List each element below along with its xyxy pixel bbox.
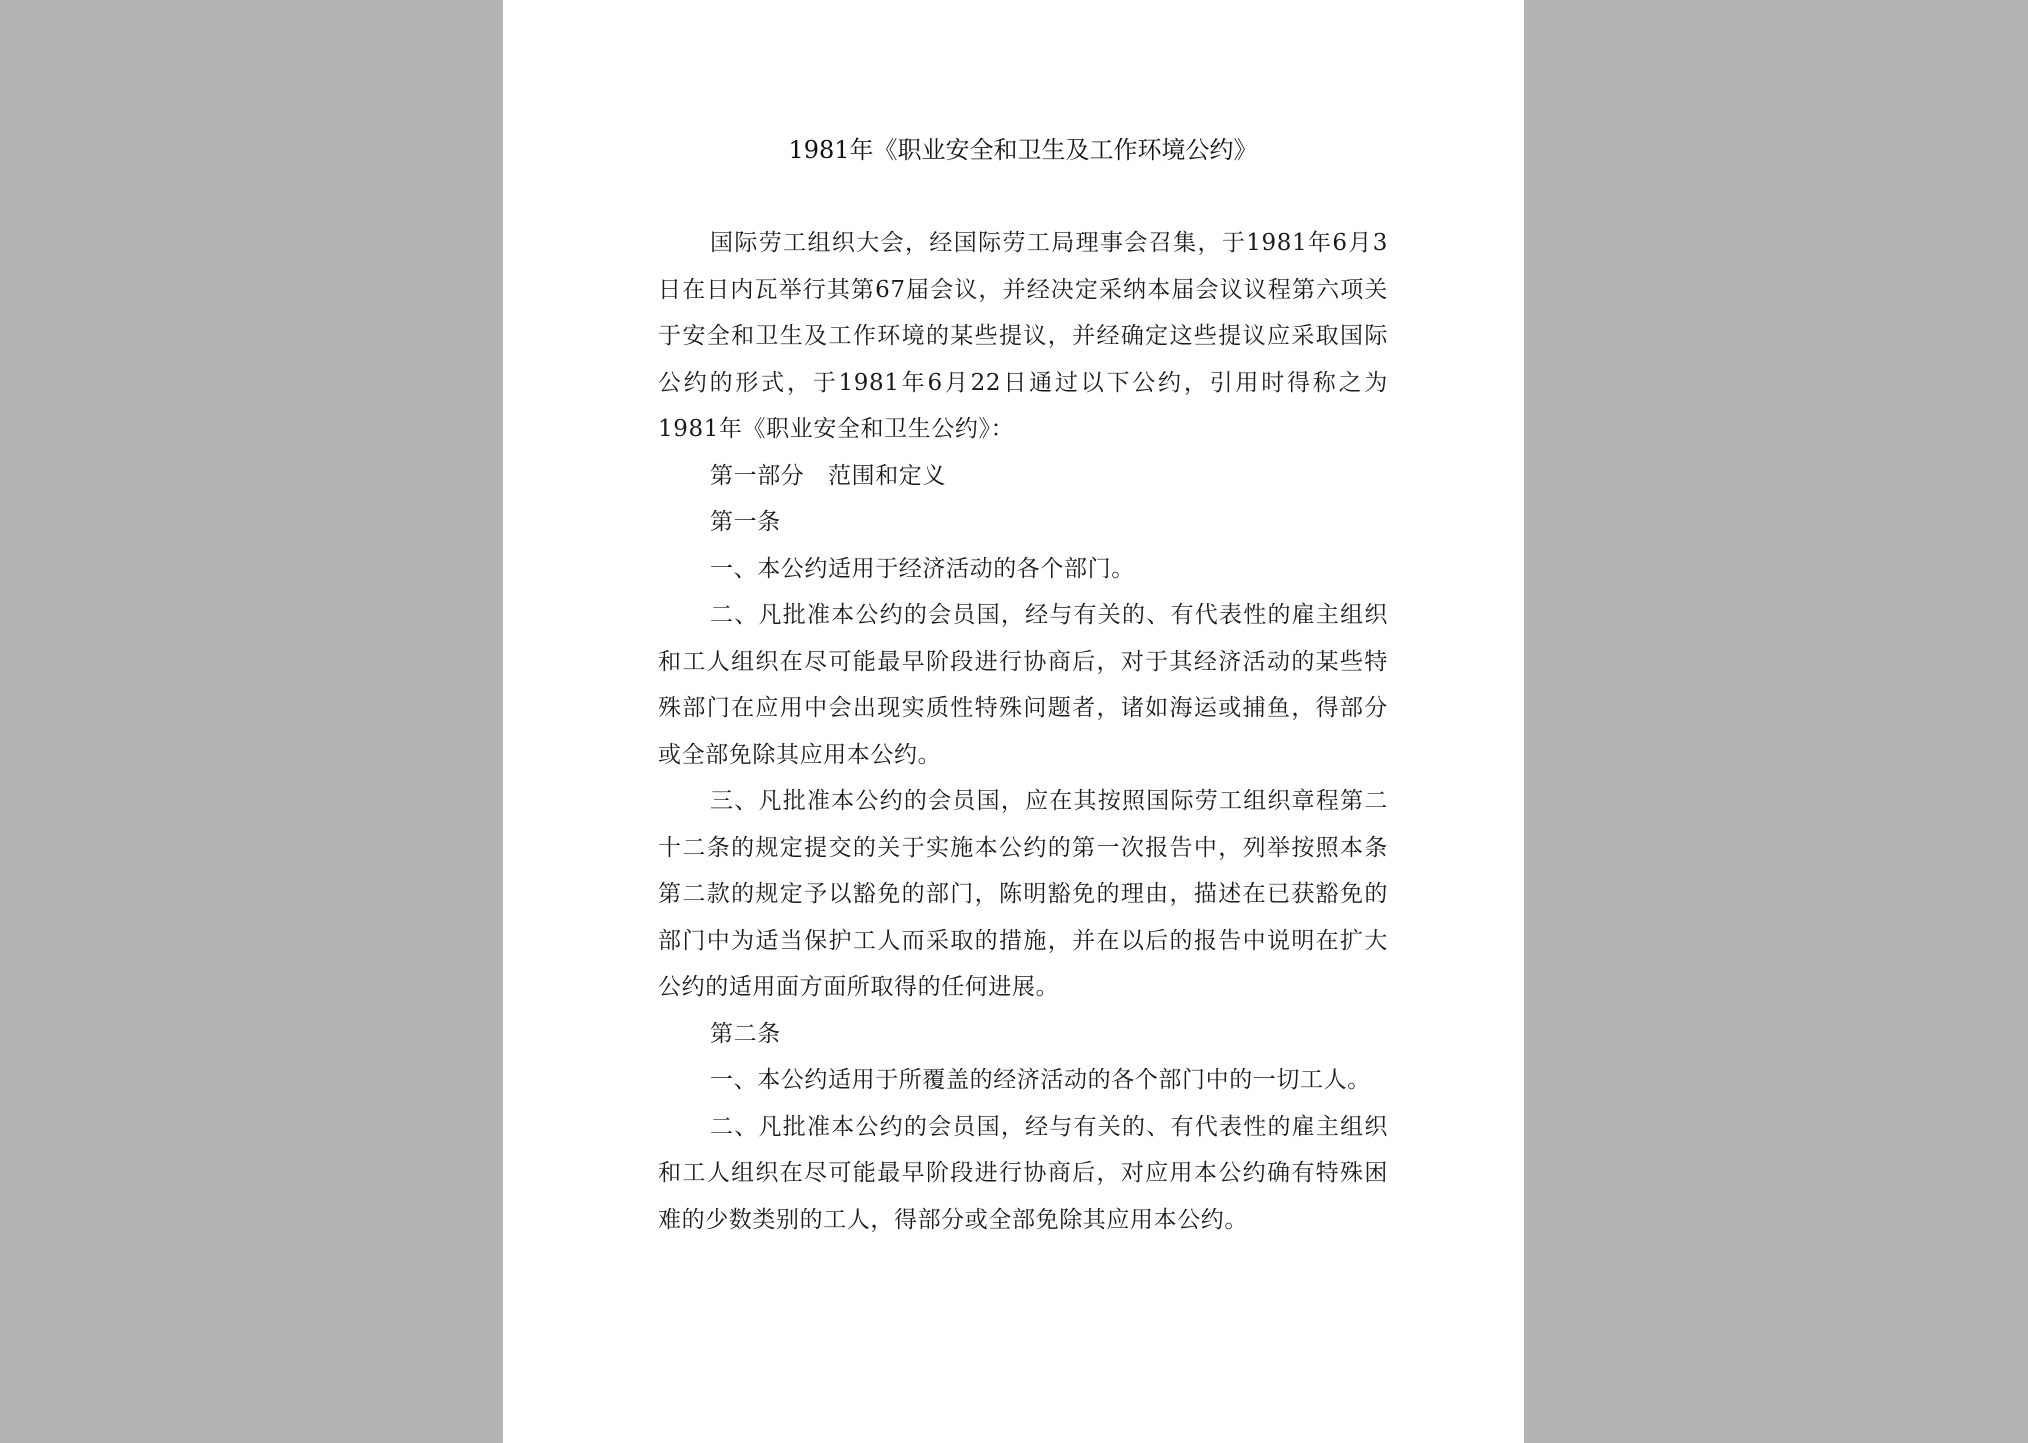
article-1-paragraph-2: 二、凡批准本公约的会员国，经与有关的、有代表性的雇主组织和工人组织在尽可能最早阶段进行协商后，对于其经济活动的某些特殊部门在应用中会出现实质性特殊问题者，诸如海运或捕鱼，得部分或全部免除其应用本公约。 [658, 602, 1388, 768]
document-body [658, 220, 1388, 1243]
part-one-heading: 第一部分 范围和定义 [710, 462, 946, 489]
preamble-paragraph: 国际劳工组织大会，经国际劳工局理事会召集，于1981年6月3日在日内瓦举行其第67届会议，并经决定采纳本届会议议程第六项关于安全和卫生及工作环境的某些提议，并经确定这些提议应采取国际公约的形式，于1981年6月22日通过以下公约，引用时得称之为1981年《职业安全和卫生公约》： [658, 230, 1388, 442]
document-title: 1981年《职业安全和卫生及工作环境公约》 [788, 136, 1258, 164]
article-2-paragraph-1: 一、本公约适用于所覆盖的经济活动的各个部门中的一切工人。 [710, 1067, 1371, 1093]
article-1-paragraph-3: 三、凡批准本公约的会员国，应在其按照国际劳工组织章程第二十二条的规定提交的关于实施本公约的第一次报告中，列举按照本条第二款的规定予以豁免的部门，陈明豁免的理由，描述在已获豁免的部门中为适当保护工人而采取的措施，并在以后的报告中说明在扩大公约的适用面方面所取得的任何进展。 [658, 788, 1388, 1000]
document-content [658, 128, 1388, 1243]
article-1-paragraph-1: 一、本公约适用于经济活动的各个部门。 [710, 555, 1135, 582]
document-page [503, 0, 1524, 1443]
article-2-heading: 第二条 [710, 1020, 781, 1047]
title-spacer [658, 172, 1388, 220]
article-2-paragraph-2: 二、凡批准本公约的会员国，经与有关的、有代表性的雇主组织和工人组织在尽可能最早阶段进行协商后，对应用本公约确有特殊困难的少数类别的工人，得部分或全部免除其应用本公约。 [658, 1113, 1388, 1233]
article-1-heading: 第一条 [710, 509, 781, 535]
